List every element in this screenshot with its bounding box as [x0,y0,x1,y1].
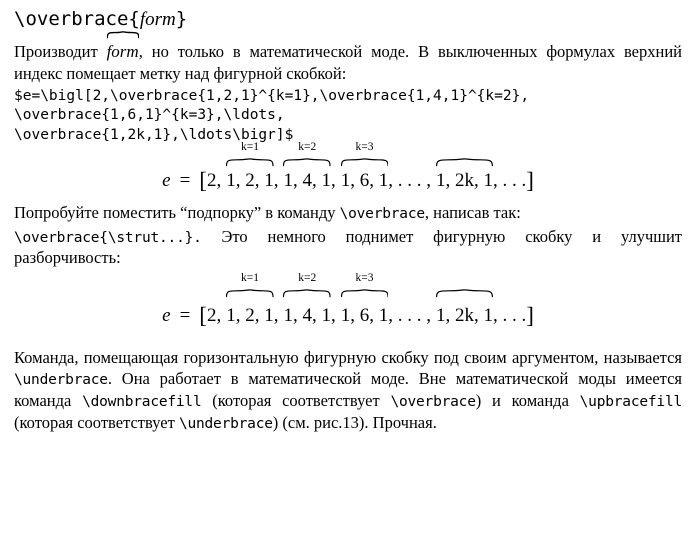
formula-1-lhs: e [162,169,171,191]
overbrace-body: 1, 2k, 1 [435,304,493,326]
page-title [14,6,682,31]
inline-overbrace-body: form [106,42,139,61]
overbrace-icon [341,289,389,298]
formula-1-open-bracket: [ [199,167,207,193]
overbrace-body: 1, 4, 1 [283,169,331,191]
formula-2-open-bracket: [ [199,302,207,328]
strut-command-ref: \overbrace{\strut...}. [14,229,202,246]
formula-2-lead: 2, [206,304,222,326]
heading-close-brace: } [175,8,188,30]
paragraph-intro-post: , но только в математической моде. В выключенных формулах верхний индекс помещает метку над фигурной скобкой: [14,42,682,84]
paragraph-underbrace-seg4: ) и команда [475,391,569,411]
overbrace-body: 1, 6, 1 [340,304,389,326]
overbrace-icon [226,158,274,167]
heading-open-brace: { [128,8,140,30]
overbrace-body: 1, 2k, 1 [435,169,493,191]
paragraph-strut-text-before: Попробуйте поместить “подпорку” в команду [14,202,336,222]
overbrace-group [226,140,274,192]
overbrace-icon [226,289,274,298]
heading-command: \overbrace [14,8,129,30]
formula-1-tail: , . . . [492,169,527,191]
overbrace-label: k=1 [240,271,259,284]
formula-2-lhs: e [162,304,171,326]
formula-2-close-bracket: ] [526,302,534,328]
overbrace-label: k=3 [355,140,374,153]
code-block-1 [14,87,682,146]
inline-overbrace [107,41,139,63]
overbrace-body: 1, 2, 1 [226,169,274,191]
overbrace-label: k=3 [355,271,374,284]
overbrace-body: 1, 4, 1 [283,304,331,326]
overbrace-body: 1, 2, 1 [226,304,274,326]
overbrace-group-tail [436,305,493,327]
overbrace-label: k=1 [240,140,259,153]
formula-2-equals: = [179,304,191,326]
overbrace-group-tail [436,170,493,192]
paragraph-underbrace-seg2: . Она работает в математической моде. Вне математической моды имеется команда [14,369,682,411]
paragraph-strut-detail [14,226,682,269]
formula-1: e = [2, k=1 1, 2, 1 , k=2 1, 4, 1 , k=3 1, 6, 1 , . . . , 1, 2k, 1 , . . .] [162,140,534,193]
document-body [14,6,682,436]
overbrace-icon [436,289,493,298]
formula-2-tail: , . . . [492,304,527,326]
overbrace-label: k=2 [298,140,317,153]
paragraph-underbrace-seg6: ) (см. рис.13). Прочная. [272,412,437,432]
formula-1-close-bracket: ] [526,167,534,193]
paragraph-underbrace-seg1: Команда, помещающая горизонтальную фигурную скобку под своим аргументом, называется [14,347,682,367]
overbrace-icon [341,158,389,167]
overbrace-label: k=2 [298,271,317,284]
paragraph-underbrace-seg3: (которая соответствует [201,391,380,411]
paragraph-underbrace-seg5: (которая соответствует [14,412,175,432]
heading-argument: form [139,9,176,30]
overbrace-icon [436,158,493,167]
overbrace-group [340,140,389,192]
overbrace-group [226,271,274,327]
overbrace-group [283,140,331,192]
overbrace-icon [283,158,331,167]
underbrace-command-ref: \underbrace [14,372,108,389]
overbrace-icon [283,289,331,298]
overbrace-command-ref: \overbrace [339,205,425,222]
code-line: \overbrace{1,2k,1},\ldots\bigr]$ [14,126,294,143]
formula-2: e = [2, k=1 1, 2, 1 , k=2 1, 4, 1 , k=3 1, 6, 1 , . . . , 1, 2k, 1 , . . .] [162,271,534,328]
formula-1-separator: , . . . , [388,169,431,191]
code-line: \overbrace{1,6,1}^{k=3},\ldots, [14,107,285,124]
formula-1-lead: 2, [206,169,222,191]
paragraph-underbrace [14,347,682,434]
formula-display-1 [14,140,682,194]
formula-display-2 [14,271,682,329]
upbracefill-command-ref: \upbracefill [579,394,682,411]
code-line: $e=\bigl[2,\overbrace{1,2,1}^{k=1},\overbrace{1,4,1}^{k=2}, [14,87,530,104]
downbracefill-command-ref: \downbracefill [82,394,202,411]
overbrace-group [340,271,389,327]
paragraph-strut-detail-text: Это немного поднимет фигурную скобку и улучшит разборчивость: [14,226,683,268]
underbrace-command-ref-2: \underbrace [178,415,273,432]
paragraph-intro [14,41,682,85]
paragraph-strut-text-after: , написав так: [424,202,521,222]
overbrace-group [283,271,331,327]
paragraph-intro-pre: Производит [14,42,98,61]
overbrace-body: 1, 6, 1 [340,169,389,191]
formula-2-separator: , . . . , [388,304,431,326]
overbrace-icon [107,31,139,39]
formula-1-equals: = [179,169,191,191]
paragraph-strut-intro [14,202,682,224]
overbrace-command-ref-2: \overbrace [390,394,476,411]
